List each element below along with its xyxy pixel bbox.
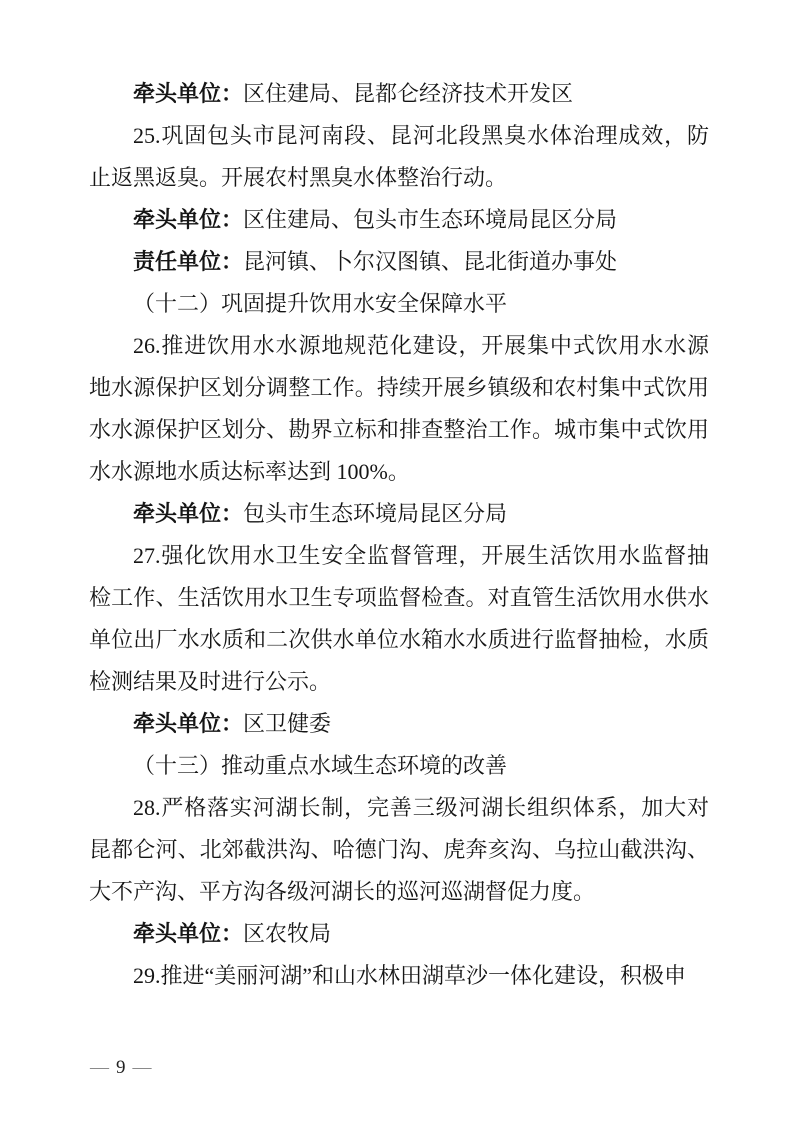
lead-unit-label: 牵头单位： bbox=[133, 711, 244, 736]
document-body bbox=[89, 73, 709, 997]
lead-unit-label: 牵头单位： bbox=[133, 207, 244, 232]
section-heading-13: （十三）推动重点水域生态环境的改善 bbox=[133, 753, 508, 778]
lead-unit-label: 牵头单位： bbox=[133, 81, 244, 106]
responsible-unit-label: 责任单位： bbox=[133, 249, 244, 274]
lead-unit-value: 区住建局、包头市生态环境局昆区分局 bbox=[243, 207, 618, 232]
item-25-paragraph: 25.巩固包头市昆河南段、昆河北段黑臭水体治理成效，防止返黑返臭。开展农村黑臭水体整治行动。 bbox=[89, 123, 709, 190]
lead-unit-label: 牵头单位： bbox=[133, 501, 244, 526]
footer-dash-right: — bbox=[132, 1057, 152, 1078]
lead-unit-line bbox=[89, 703, 709, 745]
lead-unit-line bbox=[89, 73, 709, 115]
responsible-unit-line bbox=[89, 241, 709, 283]
footer-dash-left: — bbox=[90, 1057, 109, 1078]
responsible-unit-value: 昆河镇、卜尔汉图镇、昆北街道办事处 bbox=[243, 249, 618, 274]
page-number: 9 bbox=[116, 1057, 126, 1078]
item-27-paragraph: 27.强化饮用水卫生安全监督管理，开展生活饮用水监督抽检工作、生活饮用水卫生专项监督检查。对直管生活饮用水供水单位出厂水水质和二次供水单位水箱水水质进行监督抽检，水质检测结果及时进行公示。 bbox=[89, 543, 709, 694]
lead-unit-value: 包头市生态环境局昆区分局 bbox=[243, 501, 508, 526]
lead-unit-line bbox=[89, 913, 709, 955]
item-29-paragraph: 29.推进“美丽河湖”和山水林田湖草沙一体化建设，积极申 bbox=[133, 963, 687, 988]
lead-unit-label: 牵头单位： bbox=[133, 921, 244, 946]
lead-unit-line bbox=[89, 199, 709, 241]
lead-unit-line bbox=[89, 493, 709, 535]
item-26-paragraph: 26.推进饮用水水源地规范化建设，开展集中式饮用水水源地水源保护区划分调整工作。持续开展乡镇级和农村集中式饮用水水源保护区划分、勘界立标和排查整治工作。城市集中式饮用水水源地水质达标率达到 100%。 bbox=[89, 333, 709, 484]
item-28-paragraph: 28.严格落实河湖长制，完善三级河湖长组织体系，加大对昆都仑河、北郊截洪沟、哈德门沟、虎奔亥沟、乌拉山截洪沟、大不产沟、平方沟各级河湖长的巡河巡湖督促力度。 bbox=[89, 795, 709, 904]
lead-unit-value: 区卫健委 bbox=[243, 711, 332, 736]
page-footer bbox=[90, 1056, 152, 1080]
lead-unit-value: 区住建局、昆都仑经济技术开发区 bbox=[243, 81, 574, 106]
section-heading-12: （十二）巩固提升饮用水安全保障水平 bbox=[133, 291, 508, 316]
lead-unit-value: 区农牧局 bbox=[243, 921, 332, 946]
